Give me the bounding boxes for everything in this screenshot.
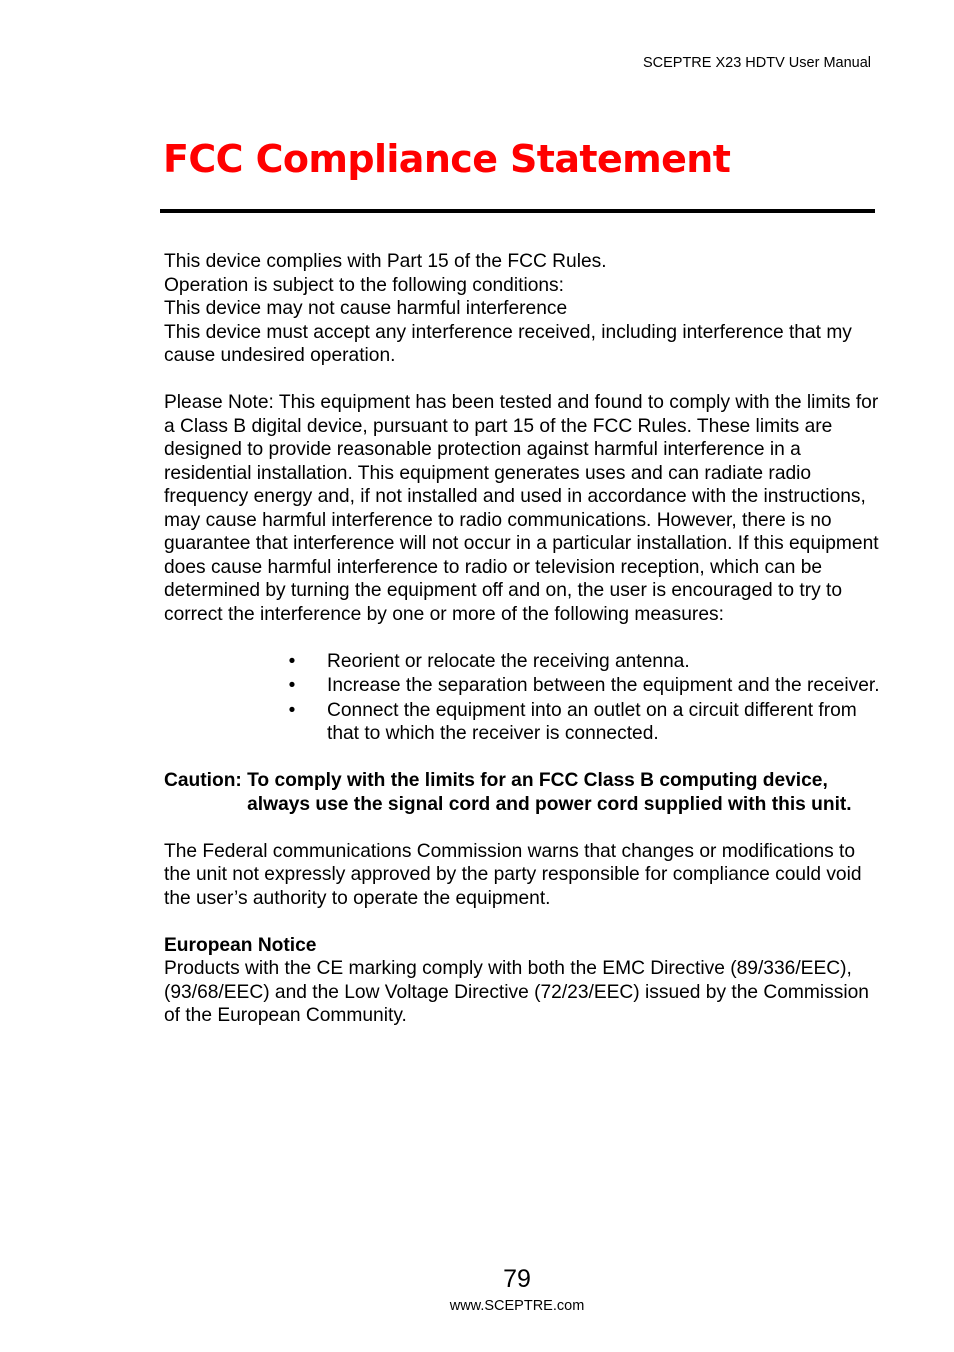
bullet-icon: • [288,650,296,672]
bullet-icon: • [288,675,296,696]
intro-line: This device must accept any interference received, including interference that my cause undesired operation. [164,321,852,366]
intro-line: This device may not cause harmful interference [164,298,568,319]
european-notice-text: Products with the CE marking comply with both the EMC Directive (89/336/EEC), (93/68/EEC) and the Low Voltage Directive (72/23/EEC) issued by the Commission of the European Community. [164,958,869,1026]
list-item-text: Connect the equipment into an outlet on a circuit different from that to which the receiver is connected. [327,699,857,744]
intro-block [164,250,880,368]
footer-website: www.SCEPTRE.com [449,1298,585,1314]
list-item-text: Reorient or relocate the receiving antenna. [327,650,690,672]
spacer [164,816,880,840]
intro-line: This device complies with Part 15 of the FCC Rules. [164,251,607,272]
caution-label: Caution: [164,770,248,791]
caution-note [164,769,880,816]
european-notice-heading: European Notice [164,934,317,956]
page-number: 79 [503,1265,531,1293]
list-item [288,650,880,674]
spacer [164,368,880,392]
page-title: FCC Compliance Statement [163,137,731,181]
list-item [288,699,880,746]
spacer [164,746,880,770]
document-body [164,250,880,1028]
intro-line: Operation is subject to the following conditions: [164,274,564,296]
list-item-text: Increase the separation between the equipment and the receiver. [327,675,880,696]
caution-text: To comply with the limits for an FCC Class B computing device, always use the signal cord and power cord supplied with this unit. [247,770,852,815]
spacer [164,626,880,650]
measures-list [164,650,880,746]
bullet-icon: • [288,699,296,721]
list-item [288,674,880,698]
running-header: SCEPTRE X23 HDTV User Manual [642,55,871,71]
fcc-warning-paragraph: The Federal communications Commission warns that changes or modifications to the unit not expressly approved by the party responsible for compliance could void the user’s authority to operate the equipment. [164,840,862,909]
note-paragraph: Please Note: This equipment has been tested and found to comply with the limits for a Class B digital device, pursuant to part 15 of the FCC Rules. These limits are designed to provide reasonable protection against harmful interference in a residential installation. This equipment generates uses and can radiate radio frequency energy and, if not installed and used in accordance with the instructions, may cause harmful interference to radio communications. However, there is no guarantee that interference will not occur in a particular installation. If this equipment does cause harmful interference to radio or television reception, which can be determined by turning the equipment off and on, the user is encouraged to try to correct the interference by one or more of the following measures: [164,392,879,625]
title-divider [160,209,875,213]
spacer [164,910,880,934]
